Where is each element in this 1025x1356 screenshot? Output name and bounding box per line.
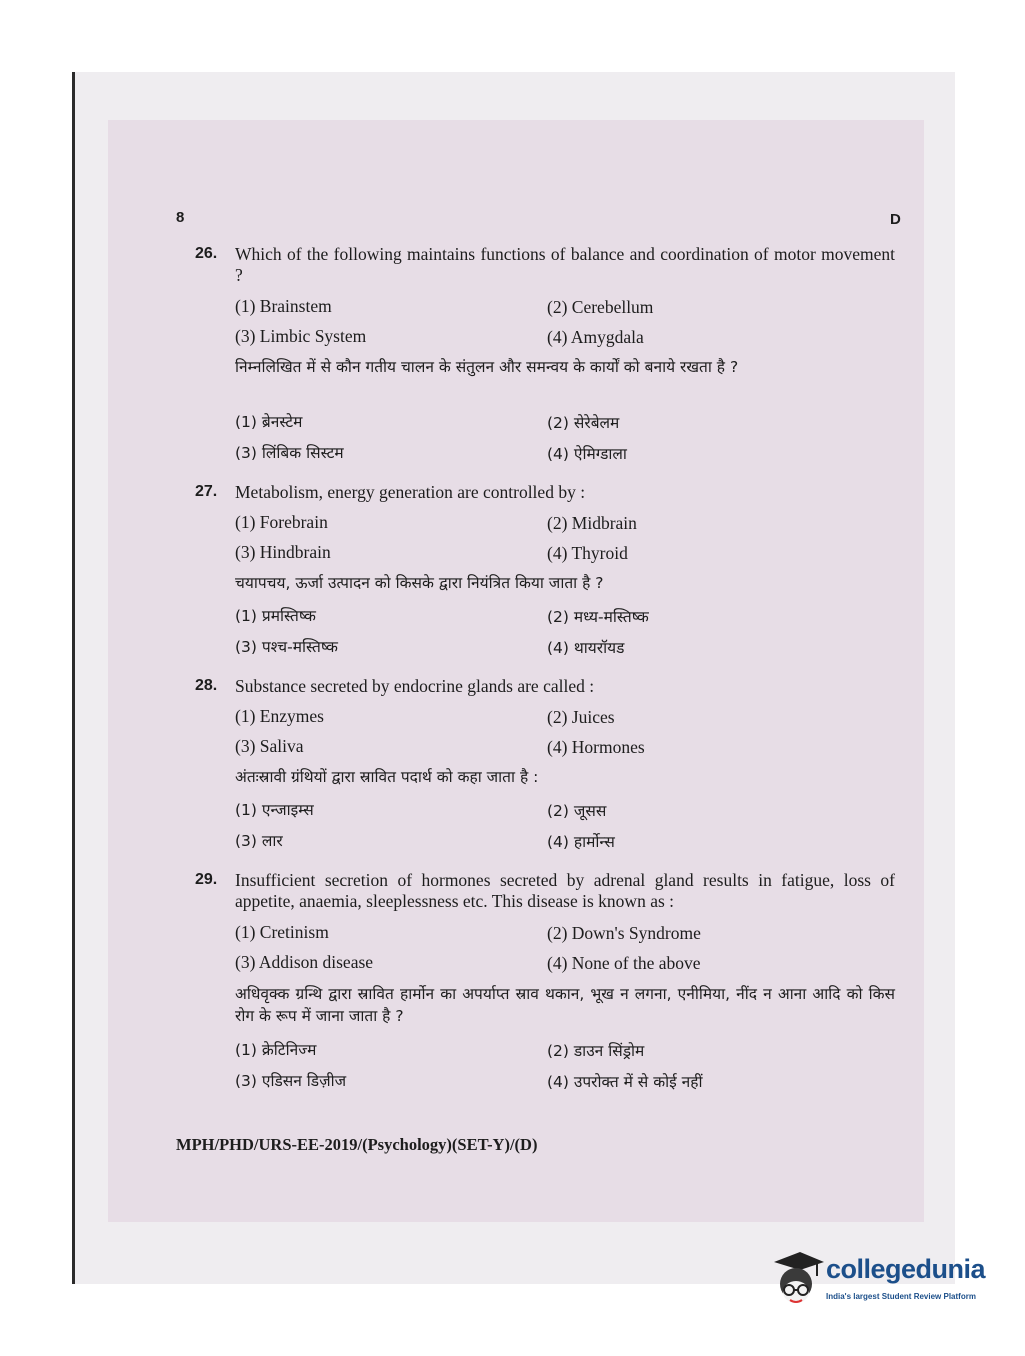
logo-tagline: India's largest Student Review Platform (826, 1292, 976, 1301)
option-hi: (3) एडिसन डिज़ीज (235, 1072, 347, 1090)
collegedunia-logo (766, 1248, 996, 1318)
option-hi: (2) जूसस (547, 802, 607, 820)
option-en: (1) Enzymes (235, 706, 324, 726)
question-text-hi: अंतःस्रावी ग्रंथियों द्वारा स्रावित पदार्थ को कहा जाता है : (235, 768, 539, 786)
question-number: 26. (195, 245, 218, 262)
option-hi: (1) ब्रेनस्टेम (235, 413, 303, 431)
option-en: (2) Cerebellum (547, 297, 654, 317)
question-number: 27. (195, 483, 218, 500)
option-en: (2) Juices (547, 707, 615, 727)
option-en: (4) Amygdala (547, 327, 644, 347)
option-hi: (1) प्रमस्तिष्क (235, 607, 316, 625)
option-en: (1) Brainstem (235, 296, 332, 316)
option-hi: (4) उपरोक्त में से कोई नहीं (547, 1073, 703, 1091)
option-hi: (1) क्रेटिनिज्म (235, 1041, 317, 1059)
question-text-hi: निम्नलिखित में से कौन गतीय चालन के संतुलन और समन्वय के कार्यों को बनाये रखता है ? (235, 358, 739, 376)
option-en: (3) Limbic System (235, 326, 367, 346)
graduate-mascot-icon (766, 1248, 824, 1314)
question-number: 28. (195, 677, 218, 694)
option-hi: (2) डाउन सिंड्रोम (547, 1042, 645, 1060)
option-en: (4) Hormones (547, 737, 645, 757)
question-text-hi: चयापचय, ऊर्जा उत्पादन को किसके द्वारा नियंत्रित किया जाता है ? (235, 574, 604, 592)
page-number: 8 (176, 209, 185, 226)
option-hi: (4) हार्मोन्स (547, 833, 615, 851)
option-en: (1) Cretinism (235, 922, 329, 942)
option-hi: (3) लार (235, 832, 283, 850)
option-hi: (2) मध्य-मस्तिष्क (547, 608, 649, 626)
option-hi: (1) एन्जाइम्स (235, 801, 314, 819)
option-en: (1) Forebrain (235, 512, 328, 532)
question-text-en: Insufficient secretion of hormones secreted by adrenal gland results in fatigue, loss of appetite, anaemia, sleeplessness etc. This disease is known as : (235, 870, 895, 911)
option-hi: (2) सेरेबेलम (547, 414, 620, 432)
option-en: (2) Midbrain (547, 513, 637, 533)
logo-wordmark: collegedunia (826, 1254, 986, 1284)
option-hi: (3) पश्च-मस्तिष्क (235, 638, 338, 656)
question-text-en: Substance secreted by endocrine glands are called : (235, 676, 595, 696)
option-hi: (3) लिंबिक सिस्टम (235, 444, 344, 462)
question-text-en: Metabolism, energy generation are controlled by : (235, 482, 586, 502)
option-hi: (4) ऐमिग्डाला (547, 445, 627, 463)
option-en: (4) None of the above (547, 953, 701, 973)
option-en: (4) Thyroid (547, 543, 628, 563)
question-number: 29. (195, 871, 218, 888)
option-hi: (4) थायरॉयड (547, 639, 625, 657)
option-en: (3) Saliva (235, 736, 304, 756)
question-text-en: Which of the following maintains functions of balance and coordination of motor movement ? (235, 244, 895, 285)
option-en: (3) Hindbrain (235, 542, 331, 562)
set-code: D (890, 211, 901, 228)
option-en: (2) Down's Syndrome (547, 923, 701, 943)
option-en: (3) Addison disease (235, 952, 374, 972)
paper-code-footer: MPH/PHD/URS-EE-2019/(Psychology)(SET-Y)/(D) (176, 1135, 538, 1154)
question-text-hi: अधिवृक्क ग्रन्थि द्वारा स्रावित हार्मोन का अपर्याप्त स्राव थकान, भूख न लगना, एनीमिया, नींद न आना आदि को किस रोग के रूप में जाना जाता है ? (235, 985, 895, 1025)
